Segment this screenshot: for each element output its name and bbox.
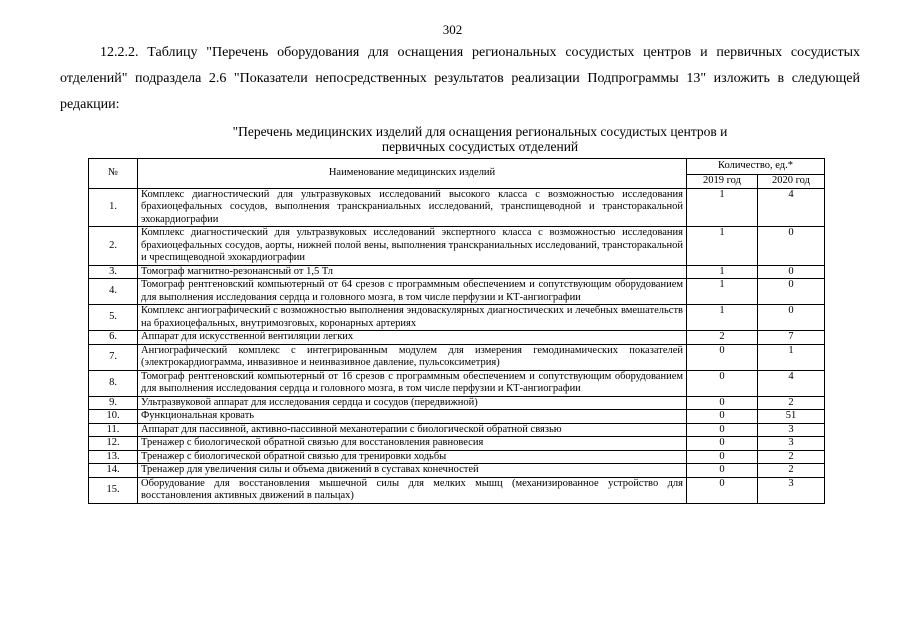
row-value-2019: 0: [687, 477, 758, 503]
header-year-2019: 2019 год: [687, 175, 758, 189]
row-name: Комплекс диагностический для ультразвуковых исследований экспертного класса с возможностью исследования брахиоцефальных сосудов, аорты, нижней полой вены, выполнения транскраниальных исследований, трансторакальной и чреспищеводной эхокардиографии: [138, 227, 687, 266]
table-row: [89, 410, 825, 424]
table-row: [89, 477, 825, 503]
row-value-2020: 0: [758, 227, 825, 266]
table-row: [89, 450, 825, 464]
table-row: [89, 423, 825, 437]
intro-paragraph: 12.2.2. Таблицу "Перечень оборудования для оснащения региональных сосудистых центров и первичных сосудистых отделений" подраздела 2.6 "Показатели непосредственных результатов реализации Подпрограммы 13" изложить в следующей редакции:: [60, 45, 860, 112]
row-value-2019: 0: [687, 423, 758, 437]
table-row: [89, 331, 825, 345]
row-value-2020: 2: [758, 396, 825, 410]
row-name: Функциональная кровать: [138, 410, 687, 424]
row-name: Комплекс ангиографический с возможностью выполнения эндоваскулярных диагностических и лечебных вмешательств на брахиоцефальных, внутримозговых, коронарных артериях: [138, 305, 687, 331]
table-body: [89, 188, 825, 503]
row-number: 6.: [89, 331, 138, 345]
row-value-2019: 0: [687, 396, 758, 410]
row-name: Аппарат для пассивной, активно-пассивной механотерапии с биологической обратной связью: [138, 423, 687, 437]
row-number: 9.: [89, 396, 138, 410]
row-value-2019: 1: [687, 305, 758, 331]
row-number: 4.: [89, 279, 138, 305]
row-value-2020: 3: [758, 423, 825, 437]
row-number: 11.: [89, 423, 138, 437]
row-value-2020: 0: [758, 305, 825, 331]
table-row: [89, 437, 825, 451]
table-row: [89, 227, 825, 266]
table-row: [89, 279, 825, 305]
row-name: Тренажер с биологической обратной связью для восстановления равновесия: [138, 437, 687, 451]
row-value-2019: 0: [687, 370, 758, 396]
row-value-2019: 0: [687, 344, 758, 370]
row-value-2019: 2: [687, 331, 758, 345]
row-value-2020: 0: [758, 265, 825, 279]
row-number: 7.: [89, 344, 138, 370]
row-number: 1.: [89, 188, 138, 227]
table-row: [89, 370, 825, 396]
row-number: 3.: [89, 265, 138, 279]
row-number: 5.: [89, 305, 138, 331]
table-row: [89, 396, 825, 410]
row-value-2019: 1: [687, 188, 758, 227]
header-name: Наименование медицинских изделий: [138, 159, 687, 189]
table-row: [89, 265, 825, 279]
row-number: 12.: [89, 437, 138, 451]
row-value-2020: 2: [758, 464, 825, 478]
row-number: 2.: [89, 227, 138, 266]
table-title-line-1: "Перечень медицинских изделий для оснащения региональных сосудистых центров и: [232, 124, 728, 139]
row-name: Тренажер с биологической обратной связью для тренировки ходьбы: [138, 450, 687, 464]
row-number: 13.: [89, 450, 138, 464]
row-value-2020: 0: [758, 279, 825, 305]
table-row: [89, 344, 825, 370]
equipment-table: [88, 158, 825, 504]
row-name: Томограф рентгеновский компьютерный от 16 срезов с программным обеспечением и сопутствующим оборудованием для выполнения исследования сердца и головного мозга, в том числе перфузии и КТ-ангиографии: [138, 370, 687, 396]
row-value-2020: 7: [758, 331, 825, 345]
row-value-2019: 1: [687, 227, 758, 266]
table-row: [89, 464, 825, 478]
row-value-2020: 4: [758, 370, 825, 396]
row-name: Ангиографический комплекс с интегрированным модулем для измерения гемодинамических показателей (электрокардиограмма, инвазивное и неинвазивное давление, пульсоксиметрия): [138, 344, 687, 370]
row-name: Тренажер для увеличения силы и объема движений в суставах конечностей: [138, 464, 687, 478]
header-year-2020: 2020 год: [758, 175, 825, 189]
row-name: Комплекс диагностический для ультразвуковых исследований высокого класса с возможностью исследования брахиоцефальных сосудов, выполнения транскраниальных исследований, транспищеводной и трансторакальной эхокардиографии: [138, 188, 687, 227]
row-value-2020: 51: [758, 410, 825, 424]
row-name: Ультразвуковой аппарат для исследования сердца и сосудов (передвижной): [138, 396, 687, 410]
row-name: Томограф рентгеновский компьютерный от 64 срезов с программным обеспечением и сопутствующим оборудованием для выполнения исследования сердца и головного мозга, в том числе перфузии и КТ-ангиографии: [138, 279, 687, 305]
row-value-2020: 1: [758, 344, 825, 370]
row-name: Томограф магнитно-резонансный от 1,5 Тл: [138, 265, 687, 279]
row-value-2020: 4: [758, 188, 825, 227]
row-value-2020: 2: [758, 450, 825, 464]
row-value-2020: 3: [758, 477, 825, 503]
row-name: Аппарат для искусственной вентиляции легких: [138, 331, 687, 345]
row-value-2019: 0: [687, 437, 758, 451]
table-row: [89, 188, 825, 227]
row-number: 15.: [89, 477, 138, 503]
page-number: 302: [442, 22, 463, 37]
row-number: 10.: [89, 410, 138, 424]
row-value-2019: 0: [687, 410, 758, 424]
row-value-2020: 3: [758, 437, 825, 451]
row-value-2019: 1: [687, 265, 758, 279]
row-value-2019: 0: [687, 464, 758, 478]
row-value-2019: 1: [687, 279, 758, 305]
header-num: №: [89, 159, 138, 189]
header-quantity: Количество, ед.*: [687, 159, 825, 175]
table-row: [89, 305, 825, 331]
row-number: 8.: [89, 370, 138, 396]
table-title-line-2: первичных сосудистых отделений: [381, 139, 579, 154]
row-number: 14.: [89, 464, 138, 478]
row-value-2019: 0: [687, 450, 758, 464]
row-name: Оборудование для восстановления мышечной силы для мелких мышц (механизированное устройство для восстановления активных движений в пальцах): [138, 477, 687, 503]
table-title: [170, 124, 790, 154]
